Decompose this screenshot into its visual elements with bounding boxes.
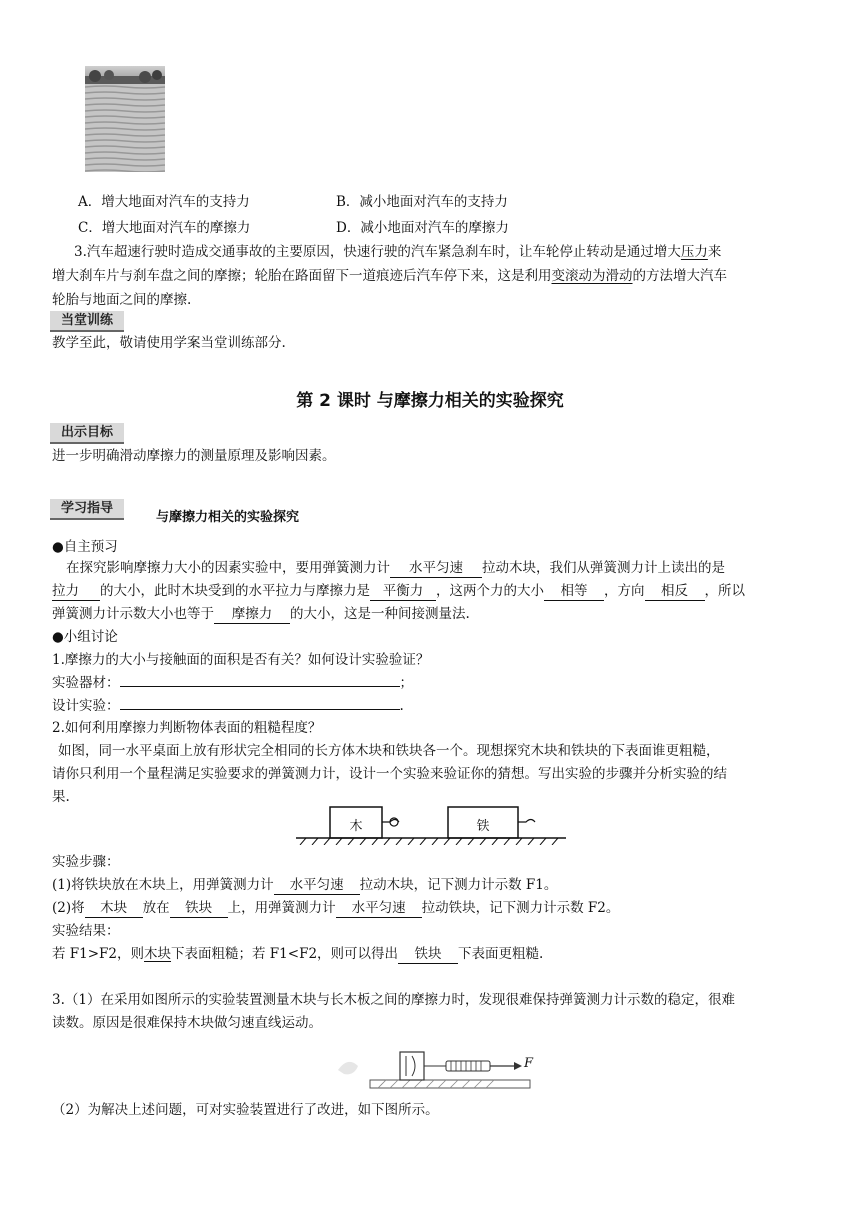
iron-block-label: 铁 (476, 819, 490, 834)
section-tag-guide: 学习指导 (50, 499, 124, 520)
force-label-f: F (524, 1056, 534, 1071)
goal-text: 进一步明确滑动摩擦力的测量原理及影响因素。 (52, 448, 336, 464)
q3b-line3: （2）为解决上述问题，可对实验装置进行了改进，如下图所示。 (52, 1102, 439, 1118)
step1-blank-uniform: 水平匀速 (274, 877, 360, 895)
result-answer-wood: 木块 (144, 946, 172, 962)
blank-opposite: 相反 (645, 583, 705, 601)
result-blank-iron: 铁块 (398, 946, 458, 964)
apparatus-svg (330, 1040, 540, 1092)
guide-subtitle: 与摩擦力相关的实验探究 (156, 510, 300, 525)
option-b: B．减小地面对汽车的支持力 (336, 194, 508, 210)
answer-rolling-to-sliding: 变滚动为滑动 (551, 268, 633, 284)
step2-blank-uniform: 水平匀速 (336, 900, 422, 918)
steps-label: 实验步骤： (52, 854, 120, 870)
blocks-diagram (296, 805, 566, 845)
answer-pressure: 压力 (680, 244, 708, 260)
preview-line1: 在探究影响摩擦力大小的因素实验中，要用弹簧测力计 水平匀速 拉动木块，我们从弹簧测力计上读出的是 (66, 560, 725, 576)
wood-block-label: 木 (349, 819, 363, 834)
q2-text-line2: 请你只利用一个量程满足实验要求的弹簧测力计，设计一个实验来验证你的猜想。写出实验的步骤并分析实验的结 (52, 766, 727, 782)
road-photo (85, 66, 165, 172)
q3-line3: 轮胎与地面之间的摩擦. (52, 292, 192, 308)
design-row: 设计实验： . (52, 698, 404, 714)
step2-blank-wood: 木块 (85, 900, 143, 918)
design-blank[interactable] (120, 709, 400, 710)
option-d: D．减小地面对汽车的摩擦力 (336, 220, 509, 236)
option-a: A．增大地面对汽车的支持力 (78, 194, 250, 210)
blank-pull-force: 拉力 (52, 583, 100, 601)
discussion-heading: ●小组讨论 (52, 629, 118, 645)
blank-horizontal-uniform: 水平匀速 (390, 560, 482, 578)
preview-line3: 弹簧测力计示数大小也等于 摩擦力 的大小，这是一种间接测量法. (52, 606, 470, 622)
blank-balanced-force: 平衡力 (370, 583, 436, 601)
blank-friction: 摩擦力 (214, 606, 290, 624)
preview-heading: ●自主预习 (52, 539, 118, 555)
discussion-q2: 2.如何利用摩擦力判断物体表面的粗糙程度？ (52, 720, 322, 736)
step-1: (1)将铁块放在木块上，用弹簧测力计 水平匀速 拉动木块，记下测力计示数 F1。 (52, 877, 558, 893)
q3b-line1: 3.（1）在采用如图所示的实验装置测量木块与长木板之间的摩擦力时，发现很难保持弹簧测力计示数的稳定，很难 (52, 992, 735, 1008)
section-tag-training: 当堂训练 (50, 311, 124, 332)
preview-line2: 拉力 的大小，此时木块受到的水平拉力与摩擦力是 平衡力 ，这两个力的大小 相等 ，方向 相反 ，所以 (52, 583, 745, 599)
q3b-line2: 读数。原因是很难保持木块做匀速直线运动。 (52, 1015, 322, 1031)
q2-text-line3: 果. (52, 789, 70, 805)
apparatus-figure (330, 1040, 540, 1092)
step-2: (2)将 木块 放在 铁块 上，用弹簧测力计 水平匀速 拉动铁块，记下测力计示数 F2。 (52, 900, 620, 916)
training-text: 教学至此，敬请使用学案当堂训练部分. (52, 335, 286, 351)
result-line: 若 F1>F2，则木块下表面粗糙；若 F1<F2，则可以得出 铁块 下表面更粗糙. (52, 946, 544, 962)
option-c: C．增大地面对汽车的摩擦力 (78, 220, 251, 236)
equipment-blank[interactable] (120, 686, 400, 687)
section-tag-goal: 出示目标 (50, 423, 124, 444)
result-label: 实验结果： (52, 923, 120, 939)
q2-text-line1: 如图，同一水平桌面上放有形状完全相同的长方体木块和铁块各一个。现想探究木块和铁块的下表面谁更粗糙， (58, 743, 720, 759)
q3-line2: 增大刹车片与刹车盘之间的摩擦；轮胎在路面留下一道痕迹后汽车停下来，这是利用变滚动为滑动的方法增大汽车 (52, 268, 727, 284)
q3-line1: 3.汽车超速行驶时造成交通事故的主要原因，快速行驶的汽车紧急刹车时，让车轮停止转动是通过增大压力来 (74, 244, 722, 260)
blank-equal: 相等 (544, 583, 604, 601)
lesson-title: 第 2 课时 与摩擦力相关的实验探究 (296, 391, 564, 411)
equipment-row: 实验器材： ； (52, 675, 413, 691)
step2-blank-iron: 铁块 (170, 900, 228, 918)
discussion-q1: 1.摩擦力的大小与接触面的面积是否有关？如何设计实验验证？ (52, 652, 430, 668)
